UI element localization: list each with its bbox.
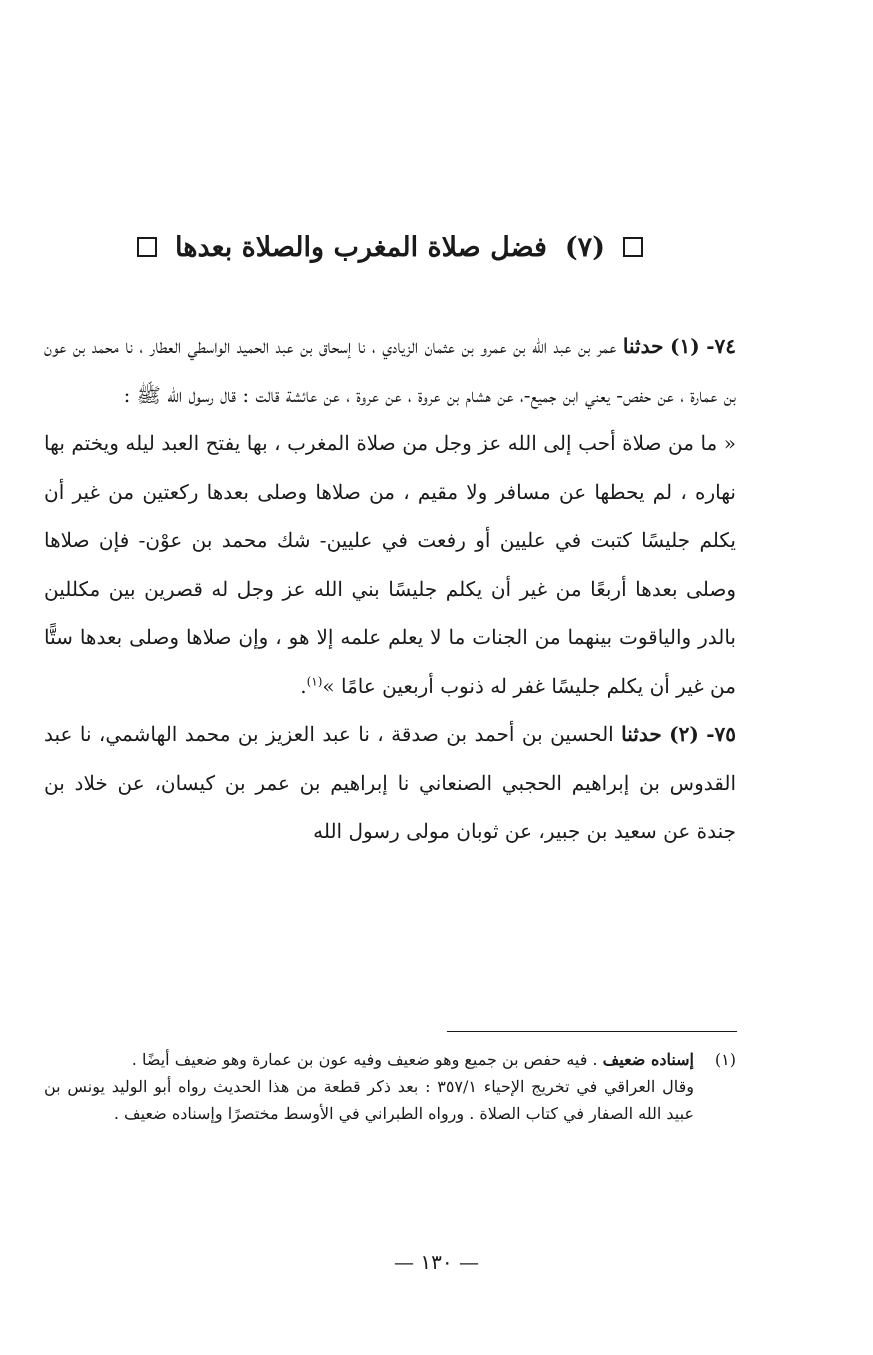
hadith-75-sub-index: (٢) [669,722,699,746]
footnote-1-number: (١) [714,1050,736,1069]
hadith-74-matn-text: « ما من صلاة أحب إلى الله عز وجل من صلاة المغرب ، بها يفتح العبد ليله ويختم بها نهاره ، لم يحطها عن مسافر ولا مقيم ، من صلاها وصلى بعدها ركعتين من غير أن يكلم جليسًا كتبت في عليين أو رفعت في عليين- شك محمد بن عوْن- فإن صلاها وصلى بعدها أربعًا من غير أن يكلم جليسًا بني الله عز وجل له قصرين بين مكللين بالدر والياقوت بينهما من الجنات ما لا يعلم علمه إلا هو ، وإن صلاها وصلى بعدها ستًّا من غير أن يكلم جليسًا غفر له ذنوب أربعين عامًا » [44,431,736,698]
hadith-74-matn [44,419,736,710]
footnote-1-continuation: وقال العراقي في تخريج الإحياء ٣٥٧/١ : بعد ذكر قطعة من هذا الحديث رواه أبو الوليد يونس بن عبيد الله الصفار في كتاب الصلاة . ورواه الطبراني في الأوسط مختصرًا وإسناده ضعيف . [44,1077,694,1123]
hadith-74-isnad [44,322,736,419]
hadith-74-footnote-ref: (١) [306,673,323,688]
hadith-75-lead-word: حدثنا [621,722,662,746]
heading-box-right-icon [623,237,643,257]
chapter-heading [95,222,685,272]
hadith-74-isnad-text: عمر بن عبد الله بن عمرو بن عثمان الزيادي ، نا إسحاق بن عبد الحميد الواسطي العطار ، نا محمد بن عون بن عمارة ، عن حفص- يعني ابن جميع-، عن هشام بن عروة ، عن عروة ، عن عائشة قالت : قال رسول الله ﷺ : [44,334,736,407]
hadith-74-end-mark: . [300,673,307,698]
footnote-1-lead: إسناده ضعيف [602,1050,694,1069]
chapter-number: (٧) [564,231,605,263]
hadith-75-isnad-text: الحسين بن أحمد بن صدقة ، نا عبد العزيز بن محمد الهاشمي، نا عبد القدوس بن إبراهيم الحجبي الصنعاني نا إبراهيم بن عمر بن كيسان، عن خلاد بن جندة عن سعيد بن جبير، عن ثوبان مولى رسول الله [44,722,736,843]
page-number: — ١٣٠ — [394,1250,479,1274]
hadith-74-lead-word: حدثنا [622,334,664,358]
hadith-75-index: ٧٥- [706,722,736,746]
main-text [44,322,736,856]
heading-box-left-icon [137,237,157,257]
footnote-1-body: . فيه حفص بن جميع وهو ضعيف وفيه عون بن عمارة وهو ضعيف أيضًا . [131,1050,598,1069]
chapter-title: فضل صلاة المغرب والصلاة بعدها [175,231,547,263]
hadith-74-index: ٧٤- [706,334,736,358]
footnotes [44,1046,736,1127]
footnote-divider [447,1031,737,1032]
footnote-1-text [44,1046,694,1073]
hadith-75-isnad [44,710,736,856]
footnote-1 [44,1046,736,1073]
hadith-74-sub-index: (١) [669,334,700,358]
